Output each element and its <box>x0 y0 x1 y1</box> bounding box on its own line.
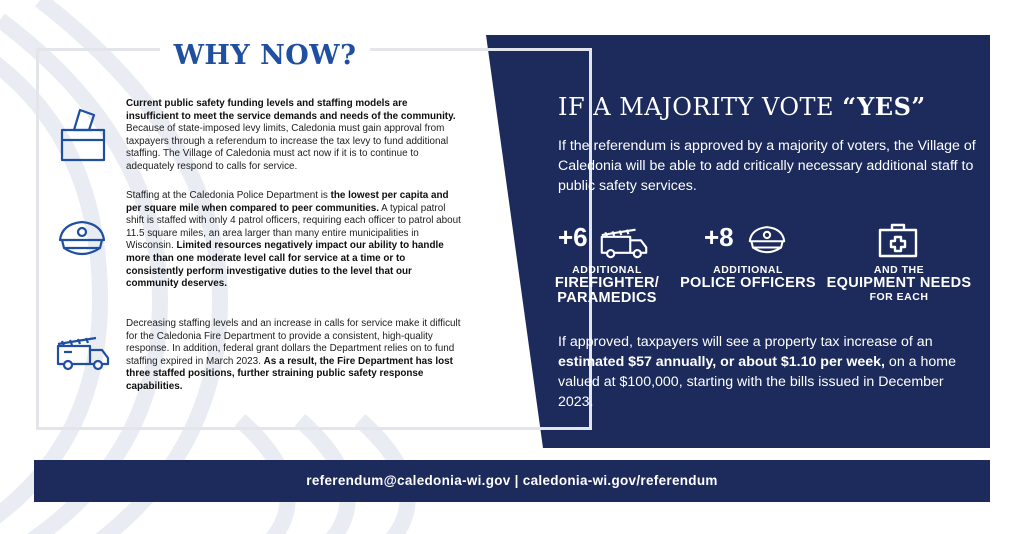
footer-bar <box>34 460 990 502</box>
fire-bold-b: As a result, the Fire Department has lost three staffed positions, further straining public safety response capabilities. <box>126 355 453 392</box>
stat-police <box>680 222 816 312</box>
footer-separator: | <box>510 473 523 488</box>
tax-text-bold: estimated $57 annually, or about $1.10 per week, <box>558 354 885 370</box>
majority-vote-title <box>558 92 978 121</box>
stat-police-line2: POLICE OFFICERS <box>680 275 816 291</box>
stat-police-line1: ADDITIONAL <box>713 264 783 276</box>
paragraph-fire <box>126 318 461 394</box>
stat-equipment <box>826 222 972 312</box>
footer-email-link[interactable]: referendum@caledonia-wi.gov <box>306 473 511 488</box>
referendum-intro: If the referendum is approved by a majority of voters, the Village of Caledonia will be able to add critically necessary additional staff to public safety services. <box>558 138 976 194</box>
fire-text-a: Decreasing staffing levels and an increase in calls for service make it difficult for the Caledonia Fire Department to provide a consistent, high-quality response. In addition, federal grant dollars the Department relies on to fund staffing expired in March 2023. <box>126 318 461 367</box>
stat-firefighters <box>552 222 662 312</box>
tax-increase-text <box>558 332 970 412</box>
stat-firefighters-number: +6 <box>558 222 588 252</box>
title-yes: “YES” <box>842 92 926 121</box>
police-hat-icon <box>746 224 788 260</box>
ballot-box-icon <box>58 106 108 164</box>
police-hat-icon <box>56 218 108 264</box>
funding-text: Because of state-imposed levy limits, Caledonia must gain approval from taxpayers through a referendum to increase the tax levy to fund additional staffing. The Village of Caledonia must act now if it is to continue to adequately respond to calls for service. <box>126 123 449 172</box>
stat-equipment-line2: EQUIPMENT NEEDS <box>826 275 972 291</box>
police-bold-b: the lowest per capita and per square mile when compared to peer communities. <box>126 190 449 214</box>
why-now-title: WHY NOW? <box>160 36 370 76</box>
stat-firefighters-line2: FIREFIGHTER/ <box>554 275 660 291</box>
funding-bold-text: Current public safety funding levels and staffing models are insufficient to meet the service demands and needs of the community. <box>126 98 456 122</box>
police-text-c: A typical patrol shift is staffed with only 4 patrol officers, requiring each officer to patrol about 11.5 square miles, an area larger than many entire municipalities in Wisconsin. <box>126 202 461 252</box>
stat-equipment-line3: FOR EACH <box>869 291 929 303</box>
title-main: IF A MAJORITY VOTE <box>558 93 843 121</box>
stat-equipment-line1: AND THE <box>873 264 925 276</box>
police-text-a: Staffing at the Caledonia Police Department is <box>126 190 331 201</box>
stat-police-number: +8 <box>704 222 734 252</box>
tax-text-c: on a home valued at $100,000, starting with the bills issued in December 2023. <box>558 354 956 410</box>
police-bold-d: Limited resources negatively impact our ability to handle more than one moderate level call for service at a time or to consistently perform investigative duties to the level that our community deserves. <box>126 240 444 290</box>
stat-firefighters-line3: PARAMEDICS <box>557 290 657 306</box>
stat-firefighters-line1: ADDITIONAL <box>572 264 642 276</box>
medical-kit-icon <box>878 222 918 258</box>
paragraph-police <box>126 190 461 291</box>
footer-url-link[interactable]: caledonia-wi.gov/referendum <box>522 473 718 488</box>
fire-truck-icon <box>600 226 648 260</box>
tax-text-a: If approved, taxpayers will see a property tax increase of an <box>558 334 933 350</box>
paragraph-funding <box>126 98 461 174</box>
fire-truck-icon <box>56 334 110 372</box>
